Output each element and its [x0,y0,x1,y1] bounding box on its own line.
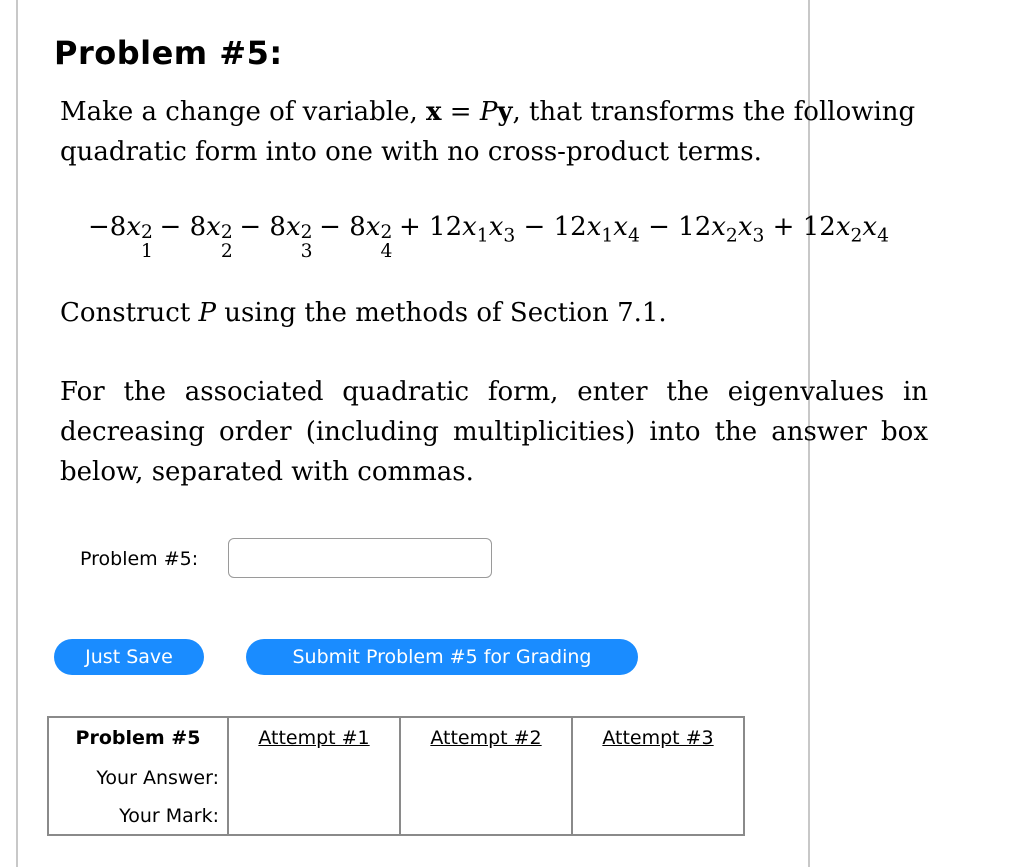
problem-title: Problem #5: [54,34,283,72]
formula-term: + $12x_1x_3$ [390,212,516,247]
answer-label: Problem #5: [80,548,199,570]
quadratic-form-formula [88,212,889,262]
attempt-2-link[interactable]: Attempt #2 [430,727,542,749]
attempt-1-link[interactable]: Attempt #1 [258,727,370,749]
page-left-border [16,0,18,867]
formula-term: − $12x_1x_4$ [515,212,640,247]
formula-term: + $12x_2x_4$ [764,212,889,247]
eigenvalue-instruction: For the associated quadratic form, enter the eigenvalues in decreasing order (including multiplicities) into the answer box below, separated with commas. [60,377,928,487]
attempt-1-mark [228,798,400,835]
attempt-2-answer [400,758,572,798]
your-mark-label: Your Mark: [48,798,228,835]
just-save-button[interactable]: Just Save [54,639,204,675]
formula-term: − $12x_2x_3$ [639,212,765,247]
formula-term: − 8x 2 4 [310,212,393,262]
attempts-table-header: Problem #5 [48,717,228,758]
formula-term: − 8x 2 3 [231,212,313,262]
answer-input[interactable] [228,538,492,578]
attempt-1-answer [228,758,400,798]
your-answer-label: Your Answer: [48,758,228,798]
problem-instruction: Make a change of variable, x = Py, that transforms the following quadratic form into one with no cross-product terms. [60,97,916,167]
formula-term: − 8x 2 2 [151,212,233,262]
formula-term: −8x 2 1 [88,212,153,262]
construct-instruction: Construct P using the methods of Section 7.1. [60,298,667,328]
attempt-3-mark [572,798,744,835]
attempt-2-mark [400,798,572,835]
submit-grading-button[interactable]: Submit Problem #5 for Grading [246,639,638,675]
attempt-3-link[interactable]: Attempt #3 [602,727,714,749]
attempts-table [47,716,745,836]
attempt-3-answer [572,758,744,798]
